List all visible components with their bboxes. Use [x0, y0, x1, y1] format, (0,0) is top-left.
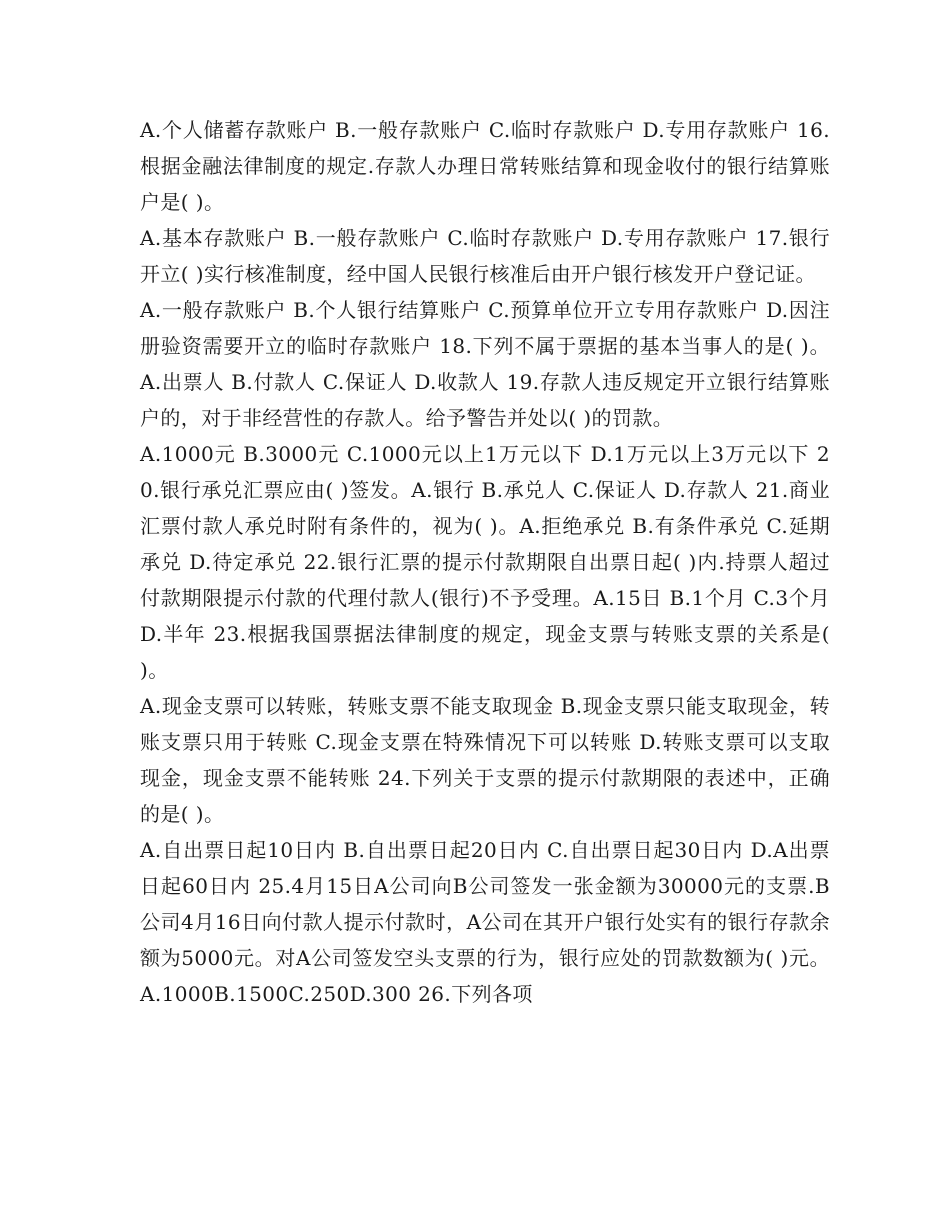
paragraph-q19-options-q23: A.1000元 B.3000元 C.1000元以上1万元以下 D.1万元以上3万元以下 20.银行承兑汇票应由( )签发。A.银行 B.承兑人 C.保证人 D.存款人 21.商业汇票付款人承兑时附有条件的，视为( )。A.拒绝承兑 B.有条件承兑 C.延期承兑 D.待定承兑 22.银行汇票的提示付款期限自出票日起( )内.持票人超过付款期限提示付款的代理付款人(银行)不予受理。A.15日 B.1个月 C.3个月 D.半年 23.根据我国票据法律制度的规定，现金支票与转账支票的关系是( )。 [140, 442, 830, 682]
paragraph-q16-options-q17: A.基本存款账户 B.一般存款账户 C.临时存款账户 D.专用存款账户 17.银行开立( )实行核准制度，经中国人民银行核准后由开户银行核发开户登记证。 [140, 226, 830, 286]
paragraph-q24-options-q26: A.自出票日起10日内 B.自出票日起20日内 C.自出票日起30日内 D.A出票日起60日内 25.4月15日A公司向B公司签发一张金额为30000元的支票.B公司4月16日向付款人提示付款时，A公司在其开户银行处实有的银行存款余额为5000元。对A公司签发空头支票的行为，银行应处的罚款数额为( )元。A.1000B.1500C.250D.300 26.下列各项 [140, 838, 830, 1006]
document-body [140, 112, 830, 1012]
paragraph-q15-options-q16: A.个人储蓄存款账户 B.一般存款账户 C.临时存款账户 D.专用存款账户 16.根据金融法律制度的规定.存款人办理日常转账结算和现金收付的银行结算账户是( )。 [140, 118, 830, 214]
paragraph-q17-options-q19: A.一般存款账户 B.个人银行结算账户 C.预算单位开立专用存款账户 D.因注册验资需要开立的临时存款账户 18.下列不属于票据的基本当事人的是( )。A.出票人 B.付款人 C.保证人 D.收款人 19.存款人违反规定开立银行结算账户的，对于非经营性的存款人。给予警告并处以( )的罚款。 [140, 298, 830, 430]
paragraph-q23-options-q24: A.现金支票可以转账，转账支票不能支取现金 B.现金支票只能支取现金，转账支票只用于转账 C.现金支票在特殊情况下可以转账 D.转账支票可以支取现金，现金支票不能转账 24.下列关于支票的提示付款期限的表述中，正确的是( )。 [140, 694, 830, 826]
